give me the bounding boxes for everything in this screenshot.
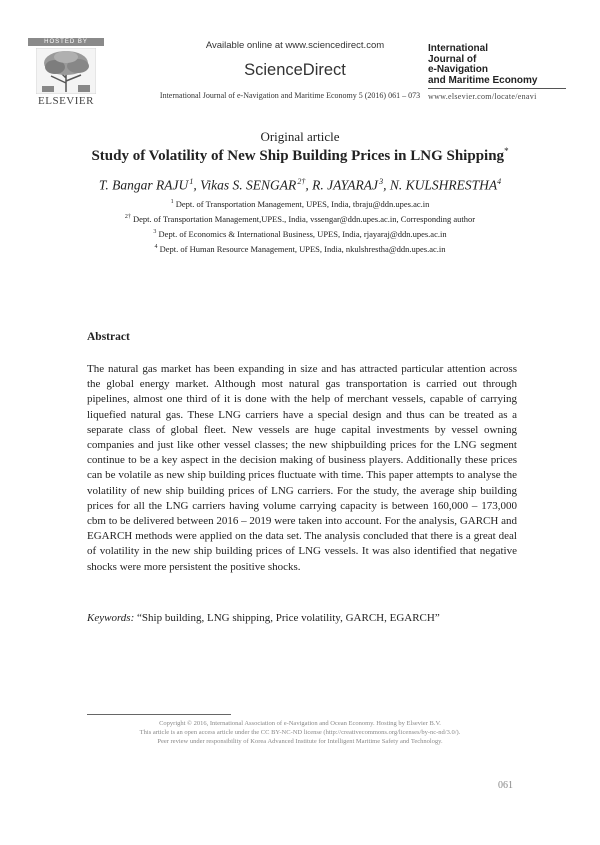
affiliation: [0, 214, 600, 224]
journal-url-link[interactable]: www.elsevier.com/locate/enavi: [428, 92, 537, 101]
author-name: Vikas S. SENGAR: [200, 177, 297, 193]
author-name: R. JAYARAJ: [312, 177, 378, 193]
author-name: N. KULSHRESTHA: [389, 177, 498, 193]
elsevier-tree-icon: [36, 48, 96, 94]
affiliation-text: Dept. of Transportation Management, UPES, India, tbraju@ddn.upes.ac.in: [173, 199, 430, 209]
hosted-by-badge: HOSTED BY: [28, 38, 104, 46]
affiliation-text: Dept. of Transportation Management,UPES., India, vssengar@ddn.upes.ac.in, Corresponding author: [130, 214, 476, 224]
title-footnote-mark: *: [504, 146, 509, 156]
author-separator: ,: [193, 177, 201, 193]
keywords: [87, 612, 517, 624]
journal-title-line: International: [428, 43, 489, 54]
author-name: T. Bangar RAJU: [98, 177, 189, 193]
affiliation: [0, 229, 600, 239]
keywords-text: “Ship building, LNG shipping, Price volatility, GARCH, EGARCH”: [134, 612, 440, 624]
keywords-label: Keywords:: [87, 612, 135, 624]
page-number: 061: [498, 780, 513, 791]
journal-title-line: Journal of: [428, 53, 477, 65]
footnote-rule: [87, 714, 231, 715]
elsevier-wordmark: ELSEVIER: [38, 95, 94, 107]
article-type: Original article: [260, 129, 340, 144]
article-title: [0, 146, 600, 165]
affiliation-sup: 2†: [124, 214, 131, 221]
affiliation-sup: 1: [170, 199, 174, 206]
journal-citation: International Journal of e-Navigation and Maritime Economy 5 (2016) 061 – 073: [159, 91, 421, 100]
journal-title-line: and Maritime Economy: [428, 74, 538, 86]
abstract-body: The natural gas market has been expanding in size and has attracted particular attention across the global energy market. Although most natural gas transportation is carried out through pipelines, almost one third of it is done with the help of merchant vessels, capable of carrying liquefied natural gas. These LNG carriers have a special design and thus can be treated as a separate class of global fleet. New vessels are huge capital investments by vessel owning companies and just like other vessel classes; the new shipbuilding prices for the LNG segment continue to be a key aspect in the decision making of business players. Additionally these prices can be volatile as new ship building prices fluctuate with time. This paper attempts to analyse the volatility of new ship building prices of LNG carriers. For the study, the average ship building prices for all the LNG carriers having volume carrying capacity is between 160,000 – 173,000 cbm to be delivered between 2016 – 2019 were taken into account. For the analysis, GARCH and EGARCH methods were applied on the data set. The analysis concluded that there is a great deal of volatility in the new ship building prices of LNG vessels. It was also identified that negative shocks were more persistent the positive shocks.: [87, 363, 517, 573]
author-list: [0, 177, 600, 194]
author-sup: 4: [497, 177, 502, 186]
peer-review-line: Peer review under responsibility of Korea Advanced Institute for Intelligent Maritime Safety and Technology.: [157, 738, 443, 745]
abstract-heading: Abstract: [87, 331, 130, 343]
affiliation-sup: 3: [153, 229, 157, 236]
affiliation-text: Dept. of Economics & International Business, UPES, India, rjayaraj@ddn.upes.ac.in: [156, 229, 447, 239]
license-line[interactable]: This article is an open access article under the CC BY-NC-ND license (http://creativecommons.org/licenses/by-nc-nd/3.0/).: [139, 729, 461, 736]
author-sup: 2†: [297, 177, 306, 186]
sciencedirect-brand[interactable]: ScienceDirect: [244, 61, 346, 79]
journal-title-line: e-Navigation: [428, 64, 489, 75]
author-separator: ,: [305, 177, 313, 193]
author-separator: ,: [383, 177, 390, 193]
elsevier-logo: [28, 38, 104, 106]
author-sup: 3: [379, 177, 384, 186]
article-title-text: Study of Volatility of New Ship Building Prices in LNG Shipping: [91, 148, 505, 164]
affiliation-sup: 4: [154, 244, 158, 251]
affiliation: [0, 244, 600, 254]
journal-title: [428, 44, 578, 86]
author-sup: 1: [189, 177, 194, 186]
affiliation-text: Dept. of Human Resource Management, UPES, India, nkulshrestha@ddn.upes.ac.in: [157, 244, 446, 254]
copyright-line: Copyright © 2016, International Association of e-Navigation and Ocean Economy. Hosting by Elsevier B.V.: [159, 720, 441, 727]
affiliation: [0, 199, 600, 209]
journal-title-rule: [428, 88, 566, 89]
available-online-text: Available online at www.sciencedirect.com: [205, 40, 385, 51]
